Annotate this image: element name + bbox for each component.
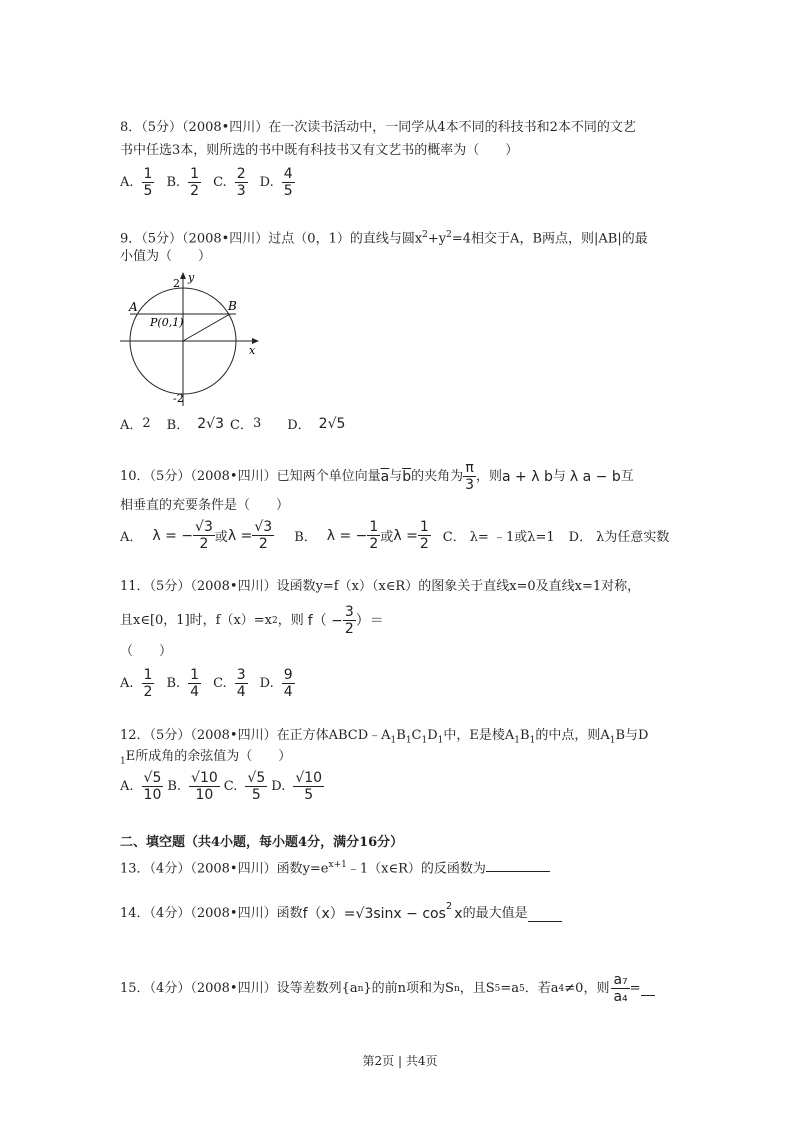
q10-line2: 相垂直的充要条件是（ ） (120, 498, 290, 513)
q10-option-b[interactable]: B． λ = − $\frac{1}{2}$ 或 λ = $\frac{1}{2}$ (294, 519, 429, 552)
q10-option-d[interactable]: D． λ为任意实数 (568, 530, 670, 545)
q9-option-b[interactable]: B． 2√3 (166, 415, 224, 433)
q14-line: 14．（4分）（2008•四川）函数 f（x）=√3sinx − cos 2 x 的最大值是 (120, 905, 562, 923)
q11-option-a[interactable]: A. $\frac{1}{2}$ (120, 667, 153, 700)
q11-line2: 且x∈[0，1]时，f（x）=x 2 ，则 f（ − $\frac{3}{2}$ ）＝ (120, 604, 384, 637)
label-a: A (129, 300, 138, 314)
vector-a: $\overline{a}$ (380, 468, 390, 485)
q11-option-d[interactable]: D. $\frac{9}{4}$ (259, 667, 293, 700)
q15-answer-blank[interactable] (641, 981, 655, 996)
q10-options (120, 519, 681, 552)
q11-option-b[interactable]: B. $\frac{1}{4}$ (166, 667, 200, 700)
radius-ob (183, 314, 230, 341)
q10-option-c[interactable]: C． λ= ﹣1或λ=1 (442, 530, 555, 545)
q11-options (120, 667, 307, 700)
q12-line1: 12．（5分）（2008•四川）在正方体$ABCD﹣A_1B_1C_1D_1$中，E是棱$A_1B_1$的中点，则$A_1B$与D (120, 728, 649, 746)
label-x: x (249, 344, 256, 357)
q12-option-d[interactable]: D. $\frac{√10}{5}$ (271, 770, 323, 803)
q13-line: 13．（4分）（2008•四川）函数$y=e^{x+1}﹣1(x\in R)$的反函数为 (120, 856, 550, 878)
expr-a-plus-lambda-b: a + λ b (502, 468, 553, 485)
q8-line1: 8．（5分）（2008•四川）在一次读书活动中，一同学从4本不同的科技书和2本不同的文艺 (120, 120, 636, 135)
q11-option-c[interactable]: C. $\frac{3}{4}$ (213, 667, 246, 700)
q9-circle-figure (118, 268, 268, 410)
q8-option-d[interactable]: D. $\frac{4}{5}$ (259, 166, 293, 199)
q9-options (120, 414, 357, 433)
q12-options (120, 770, 336, 803)
q10-line1: 10．（5分）（2008•四川）已知两个单位向量 $\overline{a}$ 与 $\overline{b}$ 的夹角为 $\frac{\pi}{3}$ ，则 a + λ b 与 λ a − b 互 (120, 460, 634, 493)
expr-lambda-a-minus-b: λ a − b (569, 468, 621, 485)
q9-option-c[interactable]: C． 3 (229, 416, 262, 433)
section2-title: 二、填空题（共4小题，每小题4分，满分16分） (120, 835, 404, 850)
q10-option-a[interactable]: A． λ = − $\frac{√3}{2}$ 或 λ = $\frac{√3}{2}$ (120, 519, 273, 552)
label-p: P(0,1) (150, 316, 184, 329)
q11-line3: （ ） (120, 644, 173, 659)
q14-answer-blank[interactable] (528, 907, 562, 922)
q9-line2: 小值为（ ） (120, 249, 212, 264)
q15-line: 15．（4分）（2008•四川）设等差数列{a n }的前n项和为S n ，且S 5 =a 5 ．若a 4 ≠0，则 $\frac{\text{a₇}}{\text{a₄}}$ = (120, 972, 655, 1005)
label-b: B (228, 299, 237, 313)
q8-line2: 书中任选3本，则所选的书中既有科技书又有文艺书的概率为（ ） (120, 143, 519, 158)
q12-option-c[interactable]: C. $\frac{√5}{5}$ (223, 770, 266, 803)
q13-answer-blank[interactable] (486, 871, 550, 872)
q9-option-a[interactable]: A． 2 (120, 416, 151, 433)
tick-top: 2 (173, 277, 180, 290)
tick-bottom: -2 (173, 392, 184, 405)
page-footer: 第2页 | 共4页 (362, 1054, 438, 1068)
label-y: y (188, 271, 195, 284)
q12-option-b[interactable]: B. $\frac{√10}{10}$ (167, 770, 218, 803)
q8-option-a[interactable]: A. $\frac{1}{5}$ (120, 166, 153, 199)
q12-option-a[interactable]: A. $\frac{√5}{10}$ (120, 770, 162, 803)
vector-b: $\overline{b}$ (402, 468, 412, 485)
q9-option-d[interactable]: D． 2√5 (287, 415, 346, 433)
q9-line1: 9．（5分）（2008•四川）过点（0，1）的直线与圆$x^2+y^2=4$相交于A，B两点，则|AB|的最 (120, 230, 648, 247)
q8-option-c[interactable]: C. $\frac{2}{3}$ (213, 166, 246, 199)
y-axis-arrow-icon (180, 272, 186, 279)
q11-line1: 11．（5分）（2008•四川）设函数y=f（x）（x∈R）的图象关于直线x=0及直线x=1对称， (120, 579, 641, 594)
q12-line2: $_1$E所成角的余弦值为（ ） (120, 749, 292, 767)
q8-options (120, 166, 307, 199)
q8-option-b[interactable]: B. $\frac{1}{2}$ (166, 166, 200, 199)
